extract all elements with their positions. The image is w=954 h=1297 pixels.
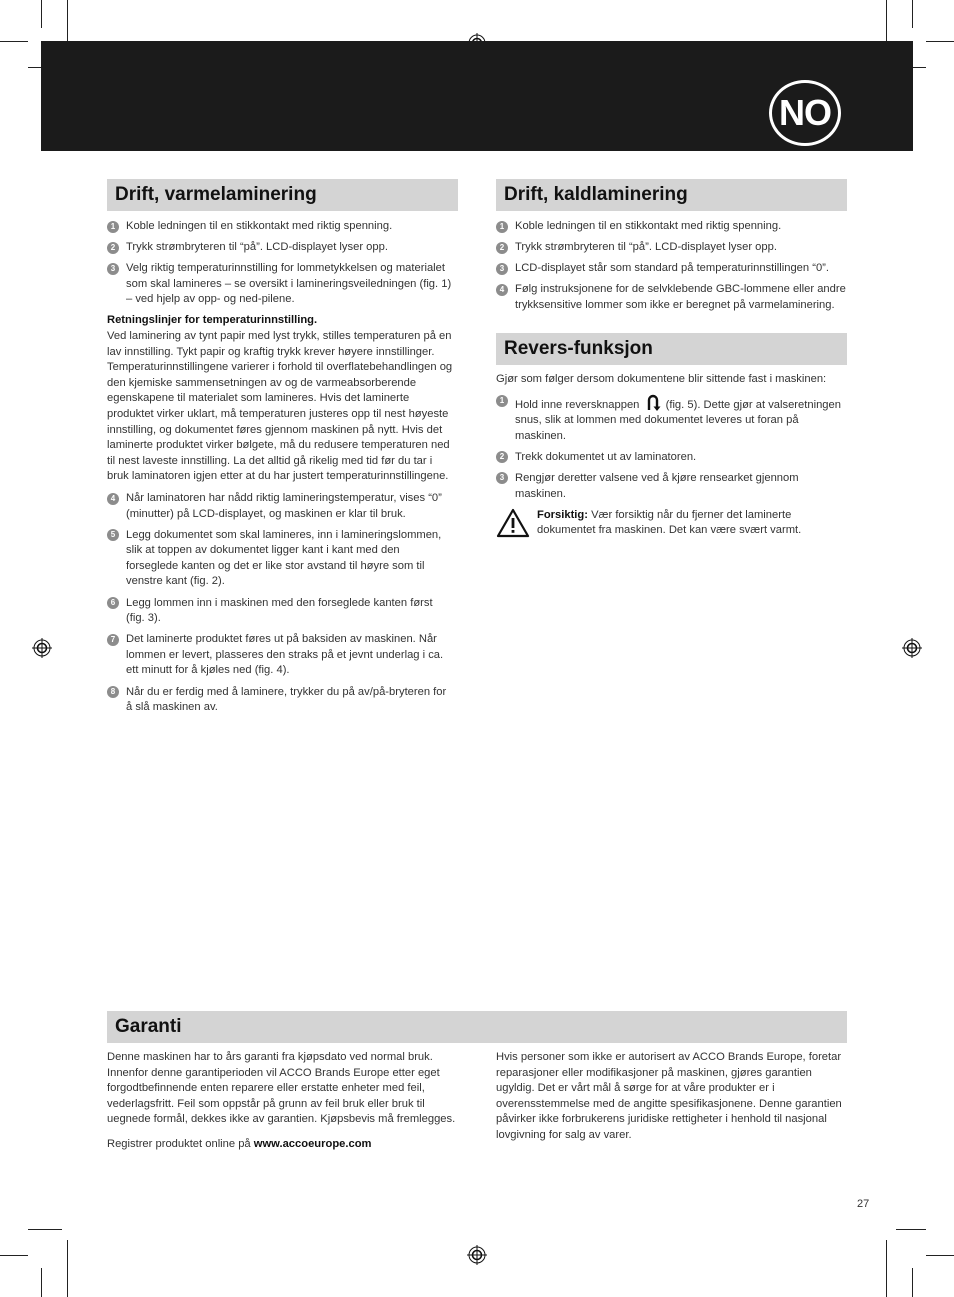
guarantee-left-column — [107, 1050, 459, 1162]
guarantee-heading: Garanti — [107, 1011, 847, 1043]
reverse-function-heading: Revers-funksjon — [496, 333, 847, 365]
step-text: Trykk strømbryteren til “på”. LCD-displayet lyser opp. — [126, 241, 388, 254]
warning-icon — [496, 508, 530, 538]
crop-mark — [41, 0, 42, 28]
step-text: (fig. 5). Dette gjør at valseretningen snus, slik at lommen med dokumentet leveres ut foran på maskinen. — [515, 398, 841, 442]
crop-mark — [926, 1255, 954, 1256]
guidelines-text: Ved laminering av tynt papir med lyst trykk, stilles temperaturen på en lav innstilling. Tykt papir og kraftig trykk krever høyere innstillinger. Temperaturinnstillingene varierer i forhold til overflatebehandlingen og den kjemiske sammensetningen av og de varmeabsorberende egenskapene til materialet som lamineres. Hvis det laminerte produktet virker uklart, må temperaturen justeres opp til nest høyeste innstilling, og dokumentet føres gjennom maskinen på nytt. Hvis det laminerte produktet virker bølgete, må du redusere temperaturen ned til nest laveste innstilling. La det alltid gå rikelig med tid før du tar i bruk laminatoren igjen etter at du har justert temperaturinnstillingene. — [107, 330, 453, 483]
guidelines-title: Retningslinjer for temperaturinnstilling. — [107, 314, 318, 327]
step-number-icon: 2 — [496, 451, 508, 463]
step-number-icon: 3 — [496, 263, 508, 275]
step-number-icon: 1 — [496, 221, 508, 233]
step-number-icon: 7 — [107, 634, 119, 646]
guarantee-right-text: Hvis personer som ikke er autorisert av ACCO Brands Europe, foretar reparasjoner eller modifikasjoner på maskinen, gjøres garantien ugyldig. Det er vårt mål å sørge for at våre produkter er i overensstemmelse med de angitte spesifikasjonene. Denne garantien påvirker ikke forbrukerens juridiske rettigheter i henhold til nasjonal lovgivning for salg av varer. — [496, 1051, 842, 1141]
step-number-icon: 1 — [107, 221, 119, 233]
cold-steps-list — [496, 219, 848, 313]
crop-mark — [912, 0, 913, 28]
step-number-icon: 3 — [107, 263, 119, 275]
list-item — [496, 450, 848, 466]
step-text: Koble ledningen til en stikkontakt med riktig spenning. — [515, 220, 782, 232]
cold-lamination-heading: Drift, kaldlaminering — [496, 179, 847, 211]
crop-mark — [886, 1240, 887, 1297]
crop-mark — [0, 1255, 28, 1256]
step-number-icon: 2 — [107, 242, 119, 254]
crop-mark — [41, 1268, 42, 1297]
crop-mark — [0, 41, 28, 42]
page-number: 27 — [857, 1198, 870, 1210]
step-number-icon: 8 — [107, 686, 119, 698]
caution-note — [496, 508, 848, 539]
step-text: Det laminerte produktet føres ut på baksiden av maskinen. Når lommen er levert, plasseres den straks på et jevnt underlag i ca. ett minutt for å kjøles ned (fig. 4). — [126, 633, 444, 677]
caution-text: Vær forsiktig når du fjerner det laminerte dokumentet fra maskinen. Det kan være svært varmt. — [537, 508, 802, 537]
reverse-steps-list — [496, 394, 848, 445]
step-number-icon: 5 — [107, 529, 119, 541]
step-number-icon: 6 — [107, 597, 119, 609]
hot-lamination-section — [107, 219, 453, 721]
list-item — [107, 219, 453, 235]
step-text: Når du er ferdig med å laminere, trykker du på av/på-bryteren for å slå maskinen av. — [126, 685, 447, 714]
register-link[interactable]: www.accoeurope.com — [253, 1137, 372, 1150]
step-text: Trekk dokumentet ut av laminatoren. — [515, 450, 697, 463]
registration-mark-icon — [467, 1245, 487, 1265]
step-text: LCD-displayet står som standard på temperaturinnstillingen “0”. — [515, 262, 830, 275]
caution-label: Forsiktig: — [537, 508, 588, 521]
list-item — [496, 282, 848, 313]
step-text: Hold inne reversknappen — [515, 398, 640, 411]
list-item — [496, 219, 848, 235]
step-text: Rengjør deretter valsene ved å kjøre rensearket gjennom maskinen. — [515, 471, 799, 500]
list-item — [107, 240, 453, 256]
guarantee-right-column — [496, 1050, 848, 1153]
hot-steps-list-continued — [107, 491, 453, 716]
reverse-intro: Gjør som følger dersom dokumentene blir sittende fast i maskinen: — [496, 373, 827, 385]
crop-mark — [28, 1229, 62, 1230]
crop-mark — [67, 1240, 68, 1297]
step-number-icon: 1 — [496, 395, 508, 407]
list-item — [496, 471, 848, 502]
list-item — [107, 261, 453, 308]
registration-mark-icon — [902, 638, 922, 658]
step-number-icon: 4 — [107, 493, 119, 505]
hot-steps-list — [107, 219, 453, 308]
list-item — [496, 394, 848, 445]
step-number-icon: 4 — [496, 284, 508, 296]
language-badge: NO — [769, 80, 841, 146]
register-line — [107, 1137, 459, 1153]
crop-mark — [912, 1268, 913, 1297]
registration-mark-icon — [32, 638, 52, 658]
step-text: Koble ledningen til en stikkontakt med riktig spenning. — [126, 220, 393, 232]
step-text: Legg lommen inn i maskinen med den forseglede kanten først (fig. 3). — [126, 596, 433, 625]
register-text: Registrer produktet online på — [107, 1137, 251, 1150]
list-item — [107, 491, 453, 522]
cold-lamination-section — [496, 219, 848, 319]
list-item — [107, 596, 453, 627]
list-item — [496, 240, 848, 256]
list-item — [107, 528, 453, 590]
guarantee-left-text: Denne maskinen har to års garanti fra kjøpsdato ved normal bruk. Innenfor denne garantiperioden vil ACCO Brands Europe etter eget forgodtbefinnende enten reparere eller erstatte enheter med feil, vederlagsfritt. Feil som oppstår på grunn av feil bruk eller bruk til uegnede formål, dekkes ikke av garantien. Kjøpsbevis må fremlegges. — [107, 1051, 456, 1126]
list-item — [496, 261, 848, 277]
hot-lamination-heading: Drift, varmelaminering — [107, 179, 458, 211]
step-text: Velg riktig temperaturinnstilling for lommetykkelsen og materialet som skal lamineres – se oversikt i lamineringsveiledningen (fig. 1) – ved hjelp av opp- og ned-pilene. — [126, 262, 452, 306]
step-text: Trykk strømbryteren til “på”. LCD-displayet lyser opp. — [515, 241, 777, 254]
reverse-button-icon — [645, 394, 661, 412]
step-text: Følg instruksjonene for de selvklebende GBC-lommene eller andre trykksensitive lommer som ikke er beregnet på varmelaminering. — [515, 283, 846, 311]
step-text: Legg dokumentet som skal lamineres, inn i lamineringslommen, slik at toppen av dokumentet ligger kant i kant med den forseglede kanten og det er like stor avstand til høyre som til venstre kant (fig. 2). — [126, 528, 442, 588]
list-item — [107, 632, 453, 679]
step-text: Når laminatoren har nådd riktig lamineringstemperatur, vises “0” (minutter) på LCD-displayet, og maskinen er klar til bruk. — [126, 492, 442, 520]
step-number-icon: 3 — [496, 472, 508, 484]
temperature-guidelines — [107, 313, 453, 485]
reverse-steps-list-continued — [496, 450, 848, 502]
crop-mark — [926, 41, 954, 42]
step-number-icon: 2 — [496, 242, 508, 254]
crop-mark — [896, 1229, 926, 1230]
reverse-function-section — [496, 372, 848, 539]
list-item — [107, 685, 453, 716]
